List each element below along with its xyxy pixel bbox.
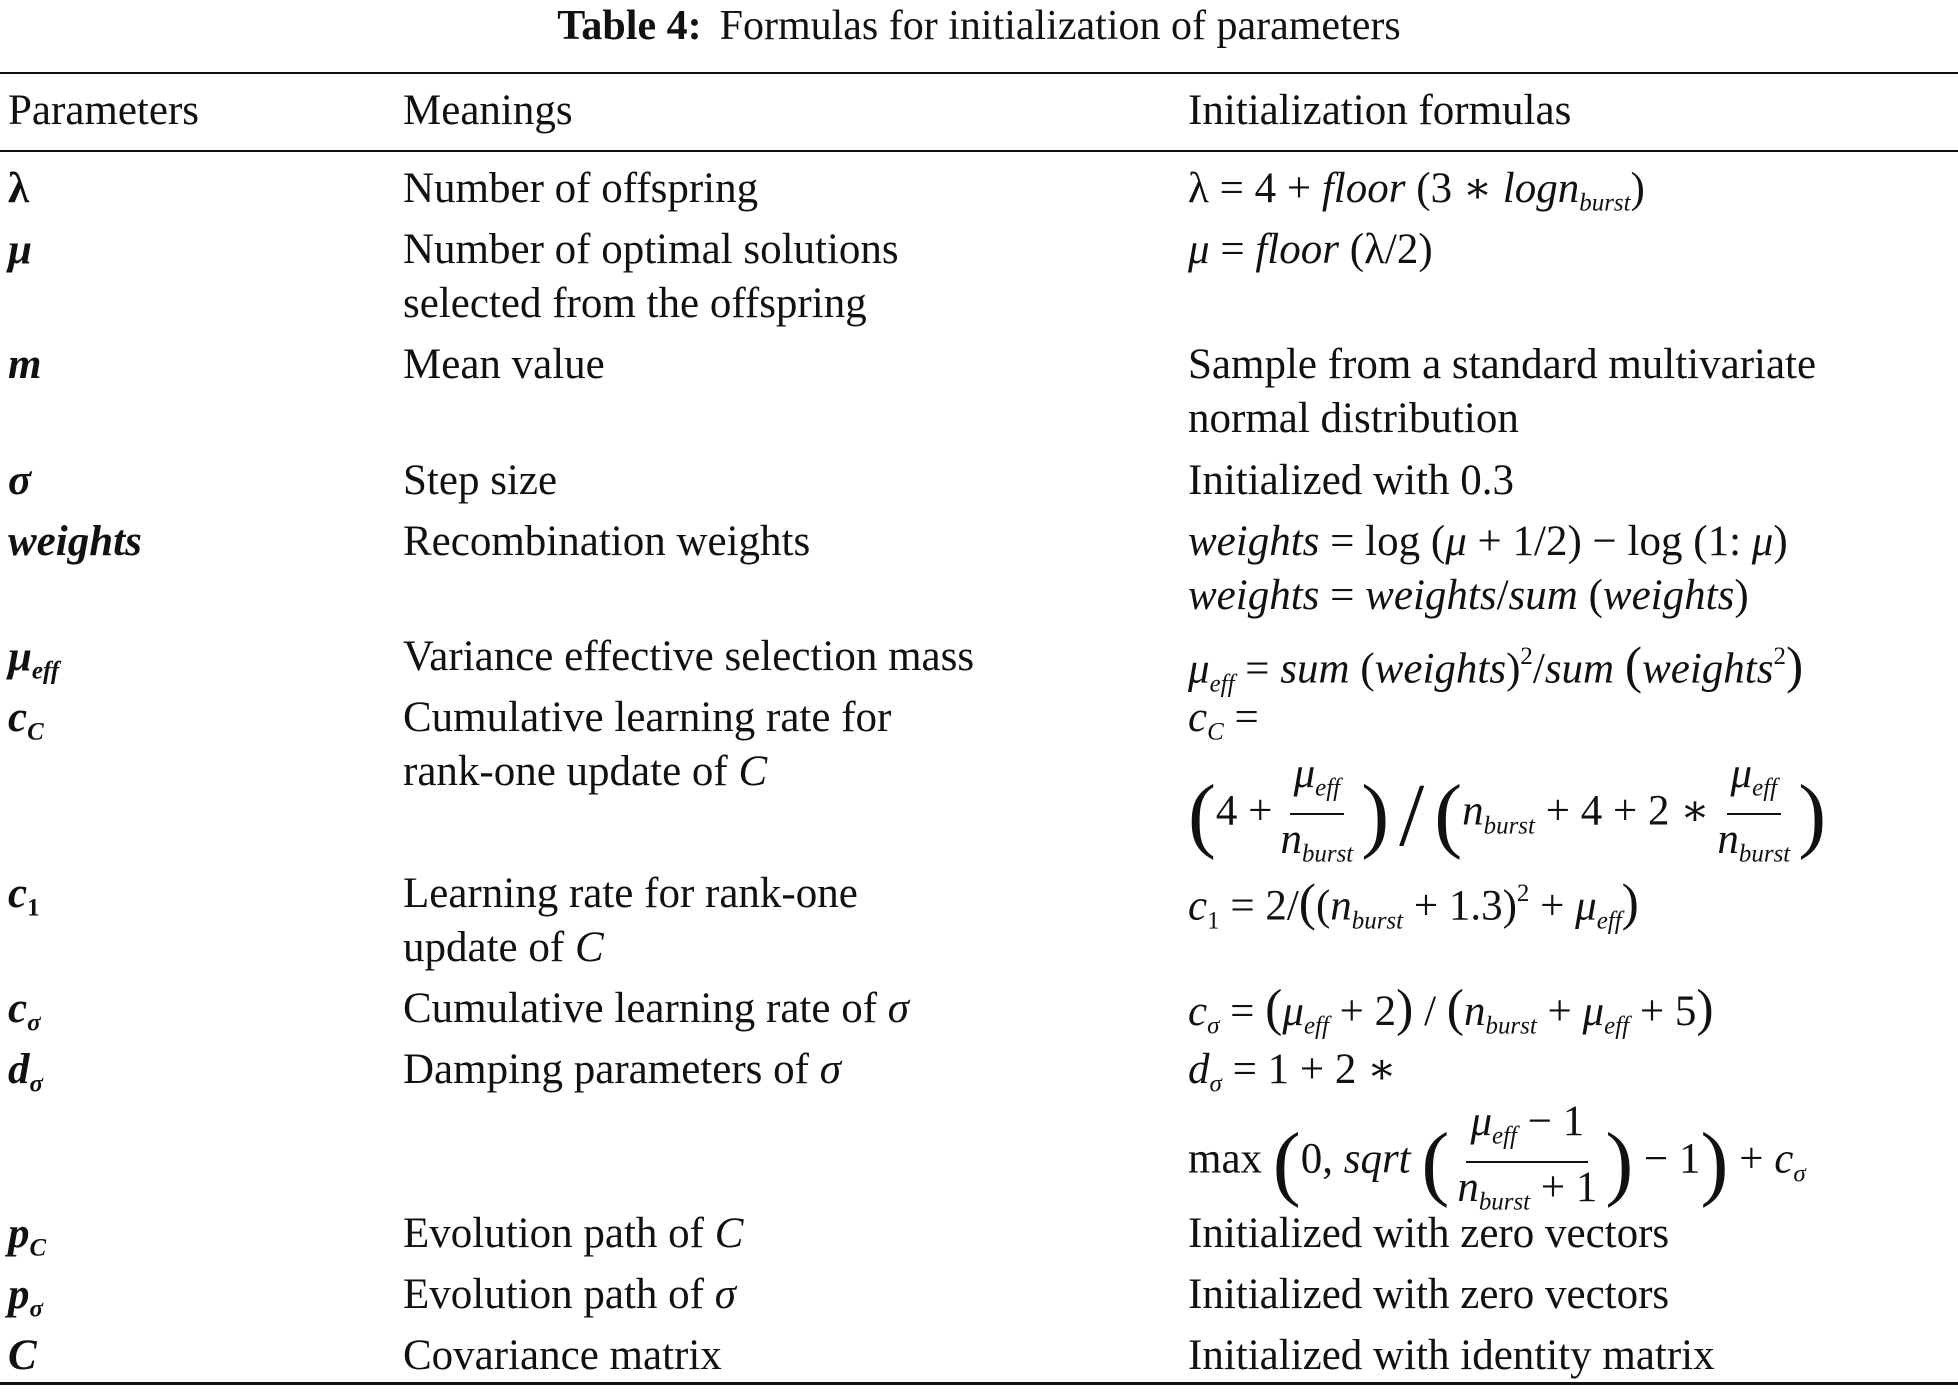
meaning-c-sigma: Cumulative learning rate of σ [403, 985, 909, 1032]
param-c-1: $c_1$ [8, 870, 40, 922]
formula-d-sigma-line1: $d_\sigma = 1 + 2$ ∗ [1188, 1046, 1397, 1098]
table-caption-text: Formulas for initialization of parameters [719, 3, 1401, 49]
meaning-c-1-line2: update of C [403, 924, 604, 971]
table-header-rule [0, 150, 1958, 152]
meaning-m: Mean value [403, 341, 605, 388]
param-c-sigma: $c_\sigma$ [8, 985, 41, 1037]
meaning-lambda: Number of offspring [403, 165, 759, 212]
formula-mu: μ = floor (λ/2) [1188, 226, 1433, 273]
param-p-sigma: $p_\sigma$ [8, 1271, 43, 1323]
meaning-d-sigma: Damping parameters of σ [403, 1046, 841, 1093]
header-meanings: Meanings [403, 87, 573, 134]
meaning-p-c: Evolution path of C [403, 1210, 744, 1257]
param-mu-eff: $\mu_{eff}$ [8, 633, 60, 685]
param-p-c: $p_C$ [8, 1210, 47, 1262]
table-caption-label: Table 4: [557, 3, 702, 49]
table-caption [0, 2, 1958, 50]
param-m: m [8, 341, 42, 388]
formula-lambda: λ = 4 + floor (3 ∗ logn$_{burst}$) [1188, 165, 1645, 217]
meaning-c-c-line2: rank-one update of C [403, 748, 768, 795]
meaning-covariance: Covariance matrix [403, 1332, 722, 1379]
formula-c-sigma: $c_\sigma = (\mu_{eff} + 2) / (n_{burst} + \mu_{eff} + 5)$ [1188, 980, 1714, 1040]
formula-p-sigma: Initialized with zero vectors [1188, 1271, 1670, 1318]
param-mu: μ [8, 226, 32, 273]
meaning-weights: Recombination weights [403, 518, 811, 565]
header-formulas: Initialization formulas [1188, 87, 1572, 134]
formula-p-c: Initialized with zero vectors [1188, 1210, 1670, 1257]
param-weights: weights [8, 518, 142, 565]
formula-c-c-line1: $c_C$ = [1188, 694, 1259, 746]
formula-m-line2: normal distribution [1188, 395, 1519, 442]
formula-covariance: Initialized with identity matrix [1188, 1332, 1715, 1379]
param-d-sigma: $d_\sigma$ [8, 1046, 43, 1098]
param-sigma: σ [8, 457, 32, 504]
formula-c-1: $c_1 = 2/((n_{burst} + 1.3)^2 + \mu_{eff})$ [1188, 874, 1639, 935]
meaning-p-sigma: Evolution path of σ [403, 1271, 736, 1318]
table-bottom-rule [0, 1382, 1958, 1385]
formula-weights-line1: weights = log (μ + 1/2) − log (1: μ) [1188, 518, 1788, 565]
meaning-mu-eff: Variance effective selection mass [403, 633, 975, 680]
param-c-c: $c_C$ [8, 694, 44, 746]
formula-sigma: Initialized with 0.3 [1188, 457, 1515, 504]
header-parameters: Parameters [8, 87, 200, 134]
table-top-rule [0, 72, 1958, 74]
param-lambda-symbol: λ [8, 165, 30, 212]
param-covariance: C [8, 1332, 37, 1379]
meaning-sigma: Step size [403, 457, 558, 504]
formula-c-c-line2: (4 + $\frac{\mu_{eff}}{n_{burst}}$ ) / ($n_{burst} + 4 + 2$ ∗ $\frac{\mu_{eff}}{n_{burst}}$ ) [1188, 750, 1827, 868]
formula-d-sigma-line2: max (0, sqrt ( $\frac{\mu_{eff} - 1}{n_{burst} + 1}$ ) − $1) + c_\sigma$ [1188, 1098, 1806, 1216]
meaning-c-c-line1: Cumulative learning rate for [403, 694, 892, 741]
meaning-mu-line1: Number of optimal solutions [403, 226, 899, 273]
param-lambda [8, 162, 29, 216]
formula-weights-line2: weights = weights/sum (weights) [1188, 572, 1749, 619]
meaning-c-1-line1: Learning rate for rank-one [403, 870, 858, 917]
meaning-mu-line2: selected from the offspring [403, 280, 867, 327]
formula-mu-eff: $\mu_{eff}$ = sum (weights)$^2$/sum (weights$^2$) [1188, 637, 1804, 698]
formula-m-line1: Sample from a standard multivariate [1188, 341, 1817, 388]
